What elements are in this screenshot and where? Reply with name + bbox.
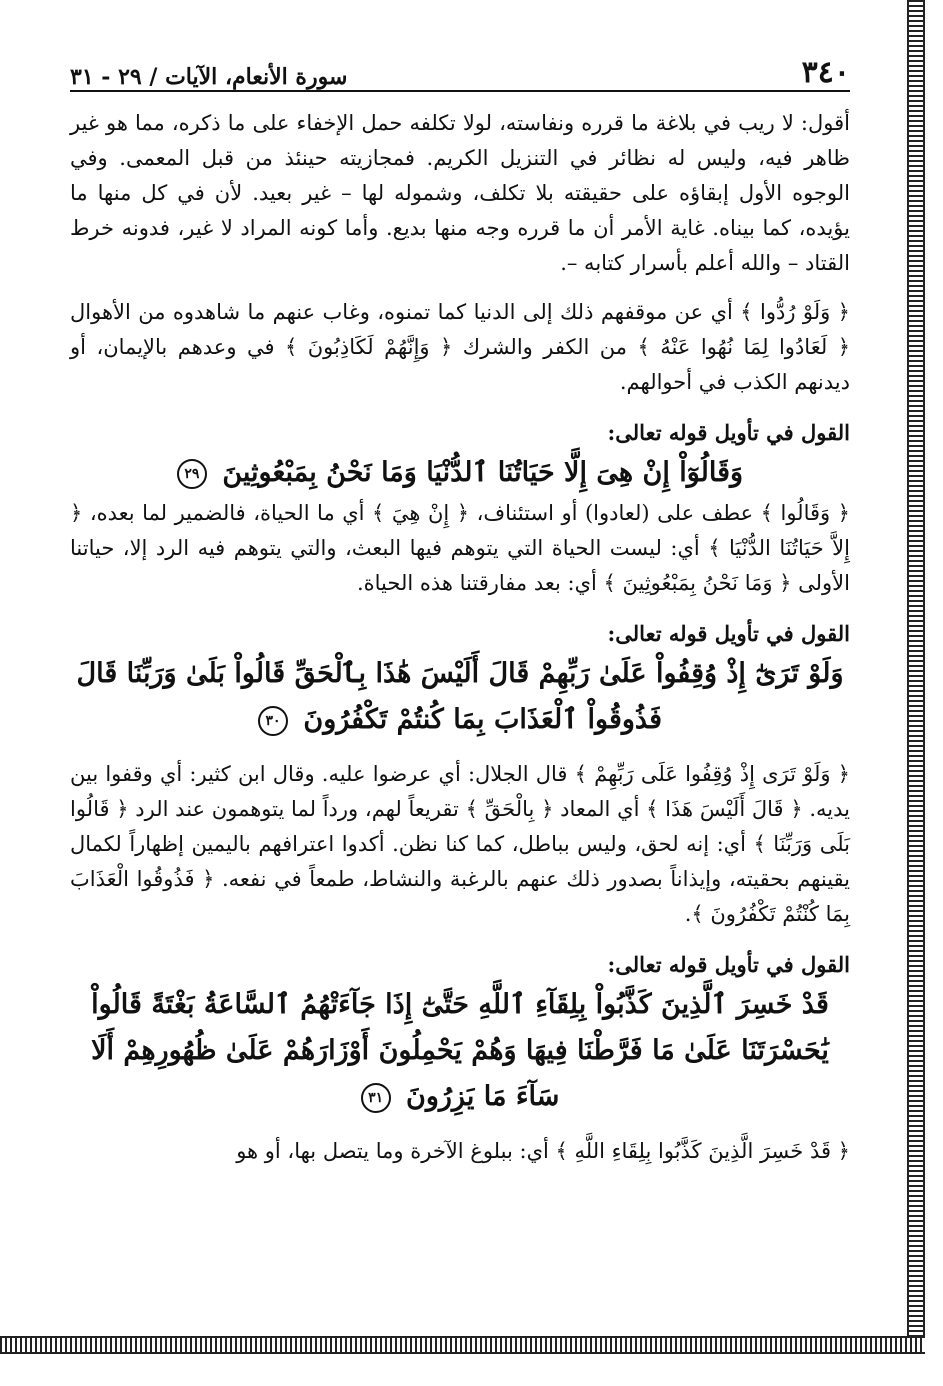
verse-text: وَلَوْ تَرَىٰٓ إِذْ وُقِفُواْ عَلَىٰ رَبِّهِمْ قَالَ أَلَيْسَ هَٰذَا بِٱلْحَقِّ قَالُواْ بَلَىٰ وَرَبِّنَا قَالَ فَذُوقُواْ ٱلْعَذَابَ بِمَا كُنتُمْ تَكْفُرُونَ xyxy=(76,658,844,735)
section-heading: القول في تأويل قوله تعالى: xyxy=(607,952,850,977)
book-page xyxy=(70,40,850,1169)
section-heading: القول في تأويل قوله تعالى: xyxy=(607,420,850,445)
verse-number: ٢٩ xyxy=(177,459,207,489)
paragraph: ﴿ وَقَالُوا ﴾ عطف على (لعادوا) أو استئناف، ﴿ إِنْ هِيَ ﴾ أي ما الحياة، فالضمير لما بعده، ﴿ إِلاَّ حَيَاتُنَا الدُّنْيَا ﴾ أي: ليست الحياة التي يتوهم فيها البعث، والتي يتوهم فيه الرد إلا، حياتنا الأولى ﴿ وَمَا نَحْنُ بِمَبْعُوثِينَ ﴾ أي: بعد مفارقتنا هذه الحياة. xyxy=(70,501,850,595)
quran-verse xyxy=(70,450,850,496)
paragraph: أقول: لا ريب في بلاغة ما قرره ونفاسته، لولا تكلفه حمل الإخفاء على ما ذكره، مما هو غير ظاهر فيه، وليس له نظائر في التنزيل الكريم. فمجازيته حينئذ من قبل المعمى. وفي الوجوه الأول إبقاؤه على حقيقته بلا تكلف، وشموله لها – غير بعيد. لأن في كل منها ما يؤيده، كما بيناه. غاية الأمر أن ما قرره وجه منها بديع. وأما كونه المراد لا غير، فدونه خرط القتاد – والله أعلم بأسرار كتابه –. xyxy=(70,111,850,275)
running-title: سورة الأنعام، الآيات / ٢٩ - ٣١ xyxy=(70,64,348,90)
verse-text: قَدْ خَسِرَ ٱلَّذِينَ كَذَّبُواْ بِلِقَآءِ ٱللَّهِ حَتَّىٰٓ إِذَا جَآءَتْهُمُ ٱلسَّاعَةُ بَغْتَةً قَالُواْ يَٰحَسْرَتَنَا عَلَىٰ مَا فَرَّطْنَا فِيهَا وَهُمْ يَحْمِلُونَ أَوْزَارَهُمْ عَلَىٰ ظُهُورِهِمْ أَلَا سَآءَ مَا يَزِرُونَ xyxy=(91,989,829,1112)
page-border-bottom xyxy=(0,1336,925,1354)
page-border-right xyxy=(907,0,925,1350)
paragraph: ﴿ وَلَوْ تَرَى إِذْ وُقِفُوا عَلَى رَبِّهِمْ ﴾ قال الجلال: أي عرضوا عليه. وقال ابن كثير: أي وقفوا بين يديه. ﴿ قَالَ أَلَيْسَ هَذَا ﴾ أي المعاد ﴿ بِالْحَقِّ ﴾ تقريعاً لهم، ورداً لما يتوهمون عند الرد ﴿ قَالُوا بَلَى وَرَبِّنَا ﴾ أي: إنه لحق، وليس بباطل، كما كنا نظن. أكدوا اعترافهم باليمين إظهاراً لكمال يقينهم بحقيته، وإيذاناً بصدور ذلك عنهم بالرغبة والنشاط، طمعاً في نفعه. ﴿ فَذُوقُوا الْعَذَابَ بِمَا كُنْتُمْ تَكْفُرُونَ ﴾. xyxy=(70,762,850,926)
quran-verse xyxy=(70,651,850,743)
page-header xyxy=(70,40,850,92)
verse-number: ٣١ xyxy=(361,1083,391,1113)
paragraph: ﴿ وَلَوْ رُدُّوا ﴾ أي عن موقفهم ذلك إلى الدنيا كما تمنوه، وغاب عنهم ما شاهدوه من الأهوال ﴿ لَعَادُوا لِمَا نُهُوا عَنْهُ ﴾ من الكفر والشرك ﴿ وَإِنَّهُمْ لَكَاذِبُونَ ﴾ في وعدهم بالإيمان، أو ديدنهم الكذب في أحوالهم. xyxy=(70,300,850,394)
page-number: ٣٤٠ xyxy=(801,55,850,90)
quran-verse xyxy=(70,982,850,1120)
verse-text: وَقَالُوٓاْ إِنْ هِىَ إِلَّا حَيَاتُنَا ٱلدُّنْيَا وَمَا نَحْنُ بِمَبْعُوثِينَ xyxy=(222,457,744,488)
verse-number: ٣٠ xyxy=(258,706,288,736)
section-heading: القول في تأويل قوله تعالى: xyxy=(607,621,850,646)
paragraph: ﴿ قَدْ خَسِرَ الَّذِينَ كَذَّبُوا بِلِقَاءِ اللَّهِ ﴾ أي: ببلوغ الآخرة وما يتصل بها، أو هو xyxy=(236,1139,850,1163)
